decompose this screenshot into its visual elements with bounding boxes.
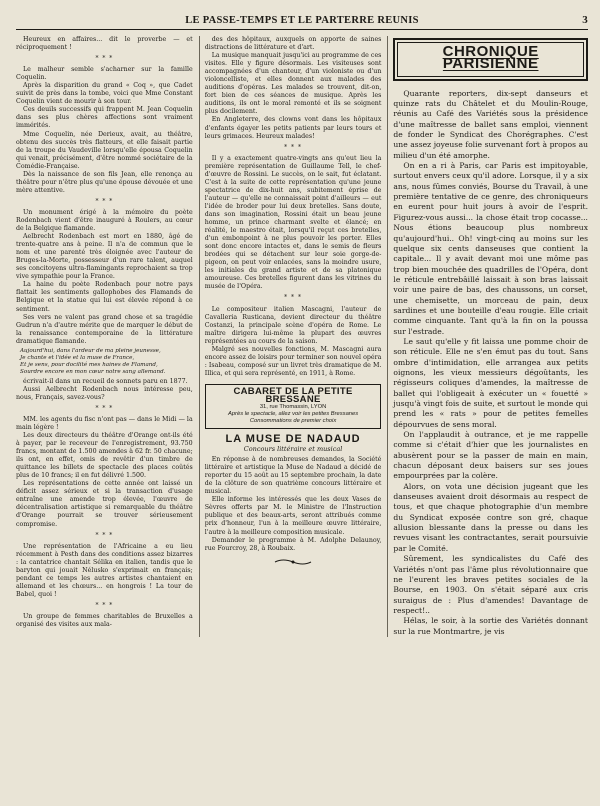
paragraph: Quarante reporters, dix-sept danseurs et quinze rats du Châtelet et du Moulin-Rouge, réunis au Café des Variétés sous la présidence d'une maîtresse de ballet sans emploi, viennent de fonder le Syndicat des Chorégraphes. C'est une assez joyeuse folie survenant fort à propos au milieu d'un été amorphe. — [393, 88, 588, 160]
chronique-title-frame — [393, 38, 588, 81]
paragraph: Alors, on vota une décision jugeant que les danseuses avaient droit désormais au respect de tous, et que chaque photographie d'un membre du Syndicat exposée contre son gré, chaque allusion blessante dans la presse ou dans les revues visant les contractantes, serait poursuivie par le Comité. — [393, 481, 588, 553]
advertisement-box — [205, 384, 382, 429]
page-number: 3 — [582, 14, 588, 26]
paragraph: Aelbrecht Rodenbach est mort en 1880, âgé de trente-quatre ans à peine. Il n'a de commun que le nom et une parenté très éloignée avec l'auteur de Bruges-la-Morte, possesseur d'un rare talent, auquel ses concitoyens ultra-flamingants reprochaient sa trop vive sympathie pour la France. — [16, 233, 193, 281]
verse-line: Et je sens, pour docilité mes haines de Flamand, — [20, 361, 158, 368]
paragraph: Demander le programme à M. Adolphe Delaunoy, rue Fourcroy, 28, à Roubaix. — [204, 536, 382, 552]
paragraph: Le compositeur italien Mascagni, l'auteur de Cavalleria Rusticana, devient directeur du théâtre Costanzi, la principale scène d'opéra de Rome. Le maître dirigera lui-même la plupart des œuvres représentées au cours de la saison. — [204, 305, 382, 345]
paragraph: Le saut qu'elle y fit laissa une pomme choir de son réticule. Elle ne s'en émut pas du tout. Sans ombre d'intimidation, elle arrangea aux petits oignons, les vieux messieurs dégoûtants, les régisseurs coliques d'amendes, la maîtresse de ballet qui l'obligeait à exécuter un « fouetté » jusqu'à vingt fois de suite, et surtout le monde qui prend les « rats » pour de petites femelles dépourvues de sens moral. — [393, 336, 588, 429]
paragraph: En réponse à de nombreuses demandes, la Société littéraire et artistique la Muse de Nadaud a décidé de reporter du 15 août au 15 septembre prochain, la date de la clôture de son quatrième concours littéraire et musical. — [204, 456, 382, 496]
tail-ornament-icon — [273, 557, 313, 567]
section-subtitle: Concours littéraire et musical — [243, 445, 343, 454]
separator-stars: * * * — [284, 294, 302, 302]
ad-title: CABARET DE LA PETITE BRESSANE — [233, 385, 353, 405]
separator-stars: * * * — [95, 197, 114, 205]
paragraph: Les deux directeurs du théâtre d'Orange ont-ils été à payer, par le receveur de l'enregistrement, 93.750 francs, montant de 1.500 amendes à 62 fr. 50 chacune; ils ont, en effet, omis de revêtir d'un timbre de quittance les billets de spectacle des places coûtés plus de 10 francs; il en fut délivré 1.500. — [16, 432, 193, 480]
verse-line: Je chante et l'idée et la muse de France, — [20, 354, 135, 361]
verse-line: Sourdre encore en mon cœur notre sang allemand. — [20, 368, 166, 375]
paragraph: La musique manquait jusqu'ici au programme de ces visites. Elle y figure désormais. Les visiteuses sont accompagnées d'un chanteur, d'un violoniste ou d'un violoncelliste, et elles donnent aux malades des auditions d'opéras. Les malades se trouvent, dit-on, fort bien de ces séances de musique. Après les auditions, ils ont le moral remonté et ils se soignent plus docilement. — [204, 52, 382, 116]
paragraph: En Angleterre, des clowns vont dans les hôpitaux d'enfants égayer les petits patients par leurs tours et leurs grimaces. Heureux malades! — [204, 116, 382, 140]
publication-title: LE PASSE-TEMPS ET LE PARTERRE REUNIS — [185, 15, 419, 26]
columns — [16, 36, 588, 637]
paragraph: Après la disparition du grand « Coq », que Cadet suivit de près dans la tombe, voici que Mme Constant Coquelin vient de mourir à son tour. — [16, 82, 193, 106]
paragraph: Un monument érigé à la mémoire du poète Rodenbach vient d'être inauguré à Roulers, au cœur de la Belgique flamande. — [16, 208, 193, 233]
chronique-title: CHRONIQUE PARISIENNE — [442, 43, 539, 73]
ad-line: Après le spectacle, allez voir les petites Bressanes — [227, 411, 359, 418]
paragraph: Heureux en affaires... dit le proverbe — et réciproquement ! — [16, 36, 193, 52]
verse-quote — [20, 348, 193, 376]
paragraph: Aussi Aelbrecht Rodenbach nous intéresse peu, nous, Français, savez-vous? — [16, 385, 193, 401]
paragraph: Il y a exactement quatre-vingts ans qu'eut lieu la première représentation de Guillaume Tell, le chef-d'œuvre de Rossini. Le succès, on le sait, fut éclatant. C'est à la suite de cette représentation qu'une jeune spectatrice de dix-huit ans, subitement éprise de l'auteur — qu'elle ne connaissait point d'ailleurs — eut l'idée de broder pour lui deux bretelles. Sans doute, dans son imagination, Rossini était un beau jeune homme, un prince charmant svelte et élancé; en réalité, le maestro était, lorsqu'il reçut ces bretelles, d'un embonpoint à ne plus pouvoir les porter. Elles sont donc encore intactes et, dans le semis de fleurs brodées qui se détachent sur leur soie gorge-de-pigeon, on peut voir enlacées, sans la moindre usure, les initiales du grand artiste et de sa platonique amoureuse. Ces bretelles figurent dans les vitrines du musée de l'Opéra. — [204, 154, 382, 291]
separator-stars: * * * — [95, 531, 114, 539]
paragraph: On l'applaudit à outrance, et je me rappelle comme si c'était d'hier que les journalistes en abusèrent pour se la passer de main en main, chacun déposant deux baisers sur ses joues empourprées par la colère. — [393, 430, 588, 481]
ad-line: Consommations de premier choix — [249, 418, 337, 425]
column-3 — [387, 36, 588, 637]
ad-address: 31, rue Thomassin, LYON — [259, 404, 327, 411]
paragraph: On en a ri à Paris, car Paris est impitoyable, surtout envers ceux qu'il adore. Lorsque, il y a six ans, nous fûmes conviés, Bourse du Travail, à une première tentative de ce genre, des chroniqueurs en eurent pour huit jours à avoir de l'esprit. Figurez-vous aussi... la chose était trop cocasse... Nous étions beaucoup plus nombreux qu'aujourd'hui.. Oh! vingt-cinq au moins sur les quelque six cents danseuses que contient la capitale... Il y avait devant moi une môme pas trop bien mouchée des quadrilles de l'Opéra, dont le réticule entrebâillé laissait à son bras laissait voir une paire de bas, des chaussons, un corset, une chemisette, un morceau de pain, deux sardines et une bouteille d'eau rougie. Elle criait comme cinquante. Tant qu'à la fin on la poussa sur l'estrade. — [393, 161, 588, 336]
separator-stars: * * * — [95, 601, 114, 609]
paragraph: Un groupe de femmes charitables de Bruxelles a organisé des visites aux mala- — [16, 613, 193, 629]
separator-stars: * * * — [95, 55, 114, 63]
paragraph: Le malheur semble s'acharner sur la famille Coquelin. — [16, 66, 193, 82]
section-title: LA MUSE DE NADAUD — [225, 433, 361, 446]
ornament-icon — [205, 557, 382, 569]
paragraph: Malgré ses nouvelles fonctions, M. Mascagni aura encore assez de loisirs pour terminer son nouvel opéra : Isabeau, composé sur un livret très dramatique de M. Illica, et qui sera représenté, en 1911, à Rome. — [204, 345, 382, 377]
paragraph: Ces deuils successifs qui frappent M. Jean Coquelin dans ses plus chères affections sont vraiment immérités. — [16, 106, 193, 130]
paragraph: Hélas, le soir, à la sortie des Variétés donnant sur la rue Montmartre, je vis — [393, 616, 588, 636]
verse-line: Aujourd'hui, dans l'ardeur de ma pleine jeunesse, — [20, 347, 161, 354]
separator-stars: * * * — [284, 143, 302, 151]
paragraph: Ses vers ne valent pas grand chose et sa tragédie Gudrun n'a d'autre mérite que de marquer le début de la renaissance contemporaine de la littérature dramatique flamande. — [16, 313, 193, 345]
paragraph: Mme Coquelin, née Derieux, avait, au théâtre, obtenu des succès très flatteurs, et elle faisait partie de la troupe du Vaudeville lorsqu'elle épousa Coquelin qui venait, précisément, d'être nommé sociétaire de la Comédie-Française. — [16, 130, 193, 170]
separator-stars: * * * — [95, 404, 114, 412]
paragraph: La haine du poète Rodenbach pour notre pays flattait les sentiments gallophobes des Flamands de Belgique et la statue qui lui est élevée répond à ce sentiment. — [16, 281, 193, 313]
paragraph: des des hôpitaux, auxquels on apporte de saines distractions de littérature et d'art. — [204, 36, 382, 52]
paragraph: Elle informe les intéressés que les deux Vases de Sèvres offerts par M. le Ministre de l'Instruction publique et des beaux-arts, seront attribués comme prix d'honneur, l'un à la meilleure œuvre littéraire, l'autre à la meilleure composition musicale. — [204, 496, 382, 536]
paragraph: Sûrement, les syndicalistes du Café des Variétés n'ont pas l'âme plus révolutionnaire que ne l'eurent les braves petites sociales de la Bourse, en 1903. On s'était séparé aux cris suraigus de : Plus d'amendes! Davantage de respect!.. — [393, 554, 588, 615]
column-1 — [16, 36, 193, 637]
running-head — [16, 14, 588, 30]
paragraph: Dès la naissance de son fils Jean, elle renonça au théâtre pour n'être plus qu'une épouse dévouée et une mère attentive. — [16, 170, 193, 194]
paragraph: Les représentations de cette année ont laissé un déficit assez sérieux et si la transaction d'usage entraîne une amende trop élevée, l'œuvre de décentralisation artistique si remarquable du théâtre d'Orange pourrait se trouver sérieusement compromise. — [16, 480, 193, 528]
paragraph: Une représentation de l'Africaine a eu lieu récemment à Pesth dans des conditions assez bizarres : la cantatrice chantait Sélika en italien, tandis que le baryton qui jouait Nélusko s'exprimait en français; pendant ce temps les autres artistes chantaient en allemand et les chœurs... en hongrois ! La tour de Babel, quoi ! — [16, 542, 193, 598]
chronique-title-inner — [397, 42, 584, 77]
column-2 — [199, 36, 382, 637]
paragraph: écrivait-il dans un recueil de sonnets paru en 1877. — [23, 377, 188, 385]
paragraph: MM. les agents du fisc n'ont pas — dans le Midi — la main légère ! — [16, 415, 193, 431]
